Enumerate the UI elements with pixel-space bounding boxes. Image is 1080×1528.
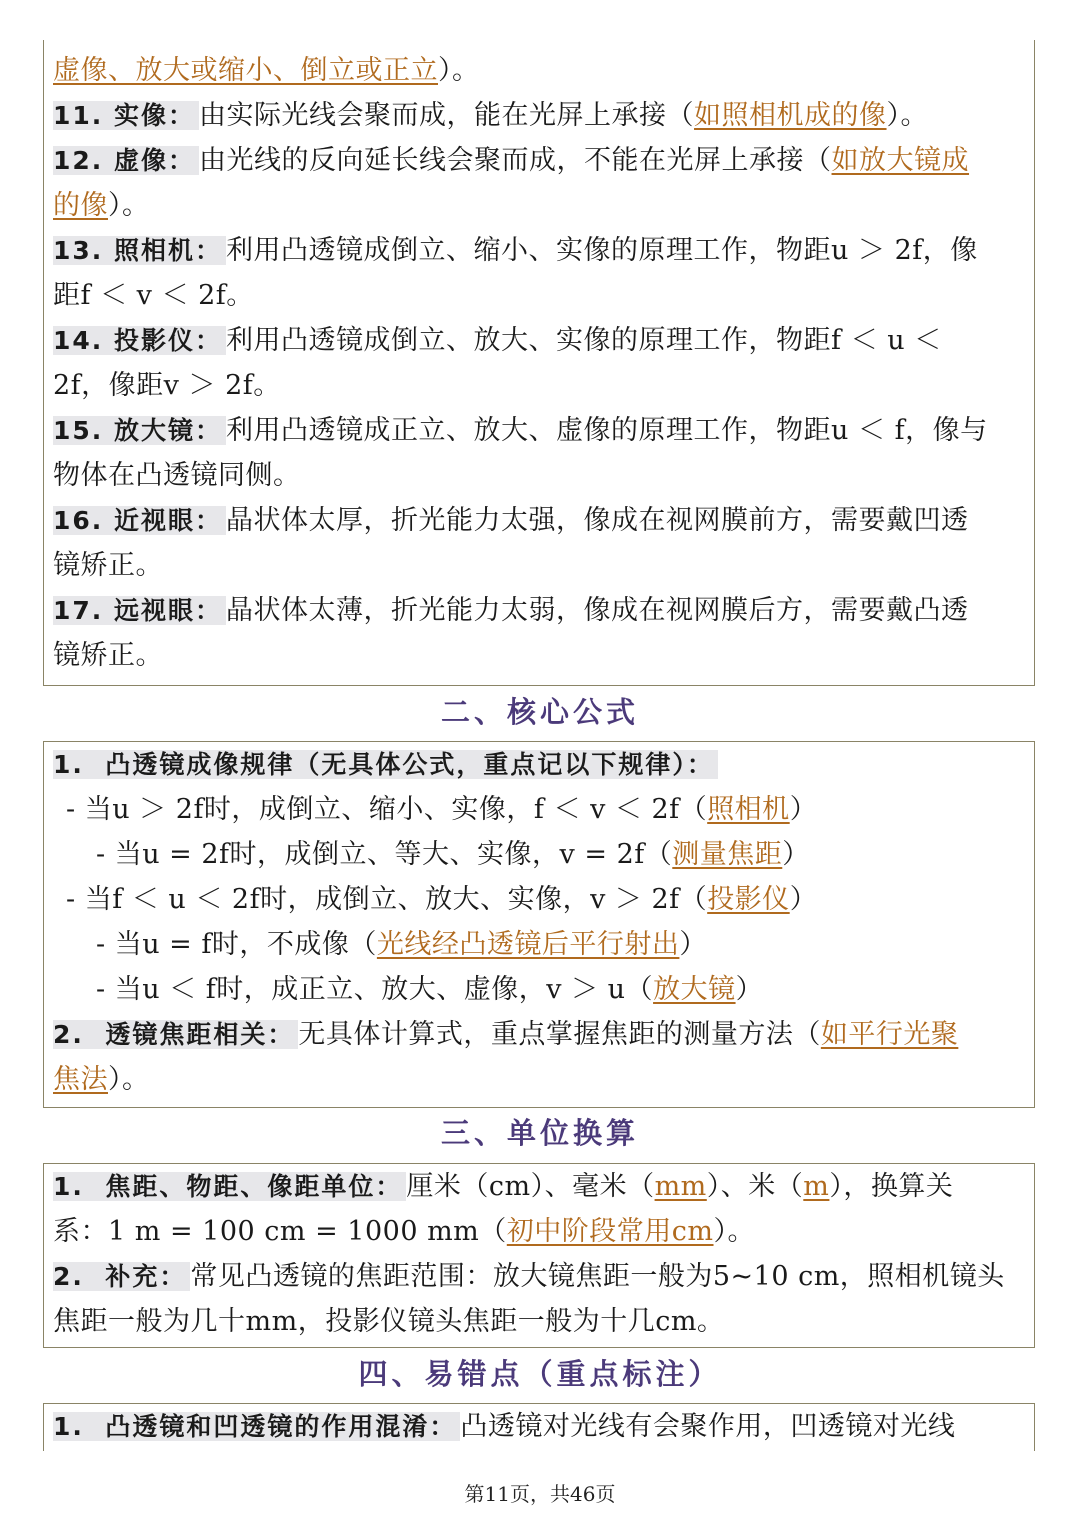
term-label: 1. 凸透镜成像规律（无具体公式，重点记以下规律）： (53, 750, 718, 779)
item-16-cont: 镜矫正。 (53, 550, 163, 581)
rule-3: - 当f ＜ u ＜ 2f时，成倒立、放大、实像，v ＞ 2f（投影仪） (66, 884, 818, 915)
item-14: 14. 投影仪： 利用凸透镜成倒立、放大、实像的原理工作，物距f ＜ u ＜ (53, 325, 942, 356)
link-common-cm[interactable]: 初中阶段常用cm (506, 1216, 714, 1247)
formula-item-2-cont: 焦法）。 (53, 1064, 150, 1095)
heading-common-mistakes: 四、易错点（重点标注） (358, 1357, 722, 1391)
item-12-cont: 的像）。 (53, 190, 150, 221)
formulas-box (43, 741, 1035, 1108)
term-label: 2. 透镜焦距相关： (53, 1020, 298, 1049)
term-label: 13. 照相机： (53, 236, 226, 265)
item-16: 16. 近视眼： 晶状体太厚，折光能力太强，像成在视网膜前方，需要戴凹透 (53, 505, 969, 536)
item-11: 11. 实像： 由实际光线会聚而成，能在光屏上承接（如照相机成的像）。 (53, 100, 929, 131)
formula-item-1 (53, 742, 718, 787)
link-parallel-focus[interactable]: 如平行光聚 (820, 1019, 959, 1050)
heading-core-formulas: 二、核心公式 (440, 695, 639, 729)
term-label: 1. 焦距、物距、像距单位： (53, 1172, 406, 1201)
rule-4: - 当u = f时，不成像（光线经凸透镜后平行射出） (96, 929, 707, 960)
link-parallel-light[interactable]: 光线经凸透镜后平行射出 (376, 929, 680, 960)
page-footer: 第11页，共46页 (464, 1482, 616, 1506)
term-label: 17. 远视眼： (53, 596, 226, 625)
item-14-cont: 2f，像距v ＞ 2f。 (53, 370, 281, 401)
unit-item-1: 1. 焦距、物距、像距单位： 厘米（cm）、毫米（mm）、米（m），换算关 (53, 1171, 954, 1202)
rule-5: - 当u ＜ f时，成正立、放大、虚像，v ＞ u（放大镜） (96, 974, 764, 1005)
unit-item-2: 2. 补充： 常见凸透镜的焦距范围：放大镜焦距一般为5~10 cm，照相机镜头 (53, 1261, 1005, 1292)
link-virtual-image-props[interactable]: 虚像、放大或缩小、倒立或正立 (53, 55, 438, 86)
unit-item-2-cont: 焦距一般为几十mm，投影仪镜头焦距一般为十几cm。 (53, 1306, 725, 1337)
mistake-item-1: 1. 凸透镜和凹透镜的作用混淆： 凸透镜对光线有会聚作用，凹透镜对光线 (53, 1411, 956, 1442)
link-measure-focal[interactable]: 测量焦距 (672, 839, 783, 870)
formula-item-2: 2. 透镜焦距相关： 无具体计算式，重点掌握焦距的测量方法（如平行光聚 (53, 1019, 959, 1050)
term-label: 2. 补充： (53, 1262, 190, 1291)
term-label: 16. 近视眼： (53, 506, 226, 535)
link-magnifier[interactable]: 放大镜 (653, 974, 736, 1005)
definitions-box (43, 40, 1035, 686)
term-label: 12. 虚像： (53, 146, 199, 175)
item-15-cont: 物体在凸透镜同侧。 (53, 460, 301, 491)
item-13: 13. 照相机： 利用凸透镜成倒立、缩小、实像的原理工作，物距u ＞ 2f，像 (53, 235, 978, 266)
item-15: 15. 放大镜： 利用凸透镜成正立、放大、虚像的原理工作，物距u ＜ f，像与 (53, 415, 988, 446)
item-12: 12. 虚像： 由光线的反向延长线会聚而成，不能在光屏上承接（如放大镜成 (53, 145, 970, 176)
term-label: 1. 凸透镜和凹透镜的作用混淆： (53, 1412, 460, 1441)
units-box (43, 1163, 1035, 1348)
item-17-cont: 镜矫正。 (53, 640, 163, 671)
line-continuation: 虚像、放大或缩小、倒立或正立）。 (53, 55, 480, 86)
link-projector[interactable]: 投影仪 (707, 884, 790, 915)
link-camera-image[interactable]: 如照相机成的像 (694, 100, 887, 131)
item-13-cont: 距f ＜ v ＜ 2f。 (53, 280, 254, 311)
heading-unit-conversion: 三、单位换算 (440, 1116, 639, 1150)
term-label: 11. 实像： (53, 101, 199, 130)
term-label: 14. 投影仪： (53, 326, 226, 355)
link-mm[interactable]: mm (654, 1171, 707, 1202)
link-magnifier-image-cont[interactable]: 的像 (53, 190, 108, 221)
rule-1: - 当u ＞ 2f时，成倒立、缩小、实像，f ＜ v ＜ 2f（照相机） (66, 794, 818, 825)
link-parallel-focus-cont[interactable]: 焦法 (53, 1064, 108, 1095)
link-camera[interactable]: 照相机 (707, 794, 790, 825)
link-m[interactable]: m (803, 1171, 830, 1202)
term-label: 15. 放大镜： (53, 416, 226, 445)
mistakes-box (43, 1403, 1035, 1451)
link-magnifier-image[interactable]: 如放大镜成 (831, 145, 970, 176)
unit-item-1-cont: 系：1 m = 100 cm = 1000 mm（初中阶段常用cm）。 (53, 1216, 756, 1247)
rule-2: - 当u = 2f时，成倒立、等大、实像，v = 2f（测量焦距） (96, 839, 810, 870)
item-17: 17. 远视眼： 晶状体太薄，折光能力太弱，像成在视网膜后方，需要戴凸透 (53, 595, 969, 626)
